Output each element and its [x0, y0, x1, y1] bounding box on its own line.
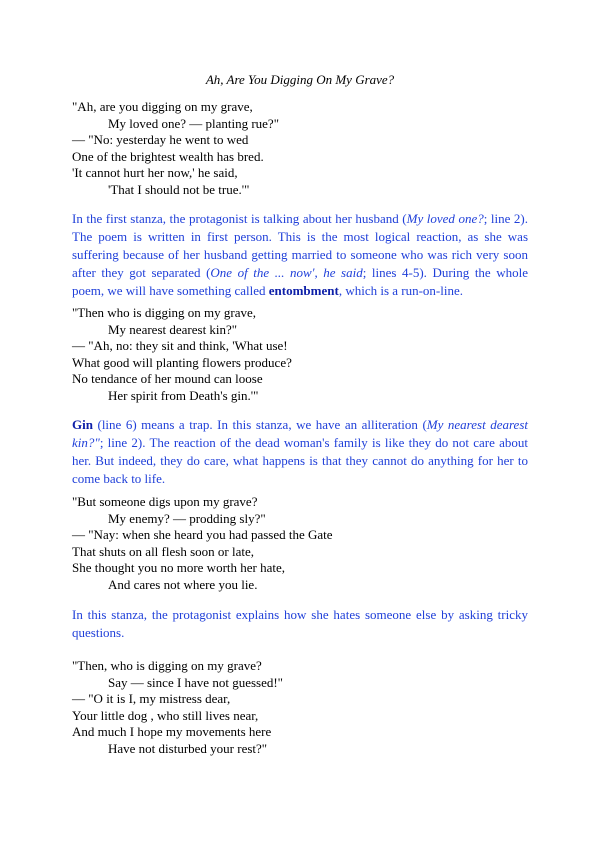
commentary-text: ; line 2). The reaction of the dead woman's family is like they do not care about her. But indeed, they do care, what happens is that they cannot do anything for her to come back to life. — [72, 435, 528, 486]
stanza-line: One of the brightest wealth has bred. — [72, 148, 264, 164]
commentary-text: In the first stanza, the protagonist is talking about her husband ( — [72, 211, 407, 226]
stanza-line: Have not disturbed your rest?" — [108, 740, 268, 756]
stanza-line: No tendance of her mound can loose — [72, 371, 263, 386]
stanza-line: — "Ah, no: they sit and think, 'What use! — [72, 338, 288, 353]
stanza-4 — [72, 658, 283, 757]
commentary-paragraph-2 — [72, 416, 528, 488]
stanza-line: 'It cannot hurt her now,' he said, — [72, 165, 238, 180]
quoted-line: My loved one? — [406, 211, 484, 226]
stanza-line: My enemy? — prodding sly?" — [108, 510, 266, 526]
stanza-line: She thought you no more worth her hate, — [72, 560, 286, 575]
quoted-line: My nearest dearest kin?" — [72, 417, 528, 450]
key-term: Gin — [72, 417, 93, 432]
poem-title: Ah, Are You Digging On My Grave? — [205, 72, 395, 87]
stanza-2 — [72, 305, 292, 404]
key-term: entombment — [268, 283, 339, 298]
stanza-line: And cares not where you lie. — [108, 576, 258, 592]
stanza-line: My nearest dearest kin?" — [108, 321, 238, 337]
stanza-line: My loved one? — planting rue?" — [108, 115, 280, 131]
stanza-line: "Then, who is digging on my grave? — [72, 658, 262, 673]
stanza-line: "But someone digs upon my grave? — [72, 494, 258, 509]
stanza-line: 'That I should not be true.'" — [108, 181, 250, 197]
commentary-paragraph-3 — [72, 606, 528, 642]
stanza-line: — "No: yesterday he went to wed — [72, 132, 249, 147]
stanza-line: That shuts on all flesh soon or late, — [72, 543, 254, 559]
commentary-text: , which is a run-on-line. — [338, 283, 464, 298]
commentary-text: ; line 2). The poem is written in first person. This is the most logical reaction, as she was suffering because of her husband getting married to someone who was rich very soon after they got separated ( — [72, 211, 528, 280]
commentary-text: (line 6) means a trap. In this stanza, we have an alliteration ( — [92, 417, 427, 432]
stanza-line: — "Nay: when she heard you had passed the Gate — [72, 527, 333, 542]
commentary-paragraph-1 — [72, 210, 528, 300]
commentary-text: In this stanza, the protagonist explains how she hates someone else by asking tricky questions. — [72, 607, 528, 640]
stanza-line: Her spirit from Death's gin.'" — [108, 387, 259, 403]
stanza-line: "Ah, are you digging on my grave, — [72, 99, 253, 114]
quoted-line: One of the ... now', he said — [210, 265, 363, 280]
stanza-line: — "O it is I, my mistress dear, — [72, 691, 231, 706]
commentary-text: ; lines 4-5). During the whole poem, we will have something called — [72, 265, 529, 298]
stanza-line: Your little dog , who still lives near, — [72, 707, 259, 723]
stanza-line: "Then who is digging on my grave, — [72, 305, 257, 320]
stanza-line: Say — since I have not guessed!" — [108, 674, 283, 690]
stanza-line: And much I hope my movements here — [72, 724, 272, 739]
stanza-3 — [72, 494, 333, 593]
stanza-1 — [72, 99, 279, 198]
stanza-line: What good will planting flowers produce? — [72, 354, 292, 370]
